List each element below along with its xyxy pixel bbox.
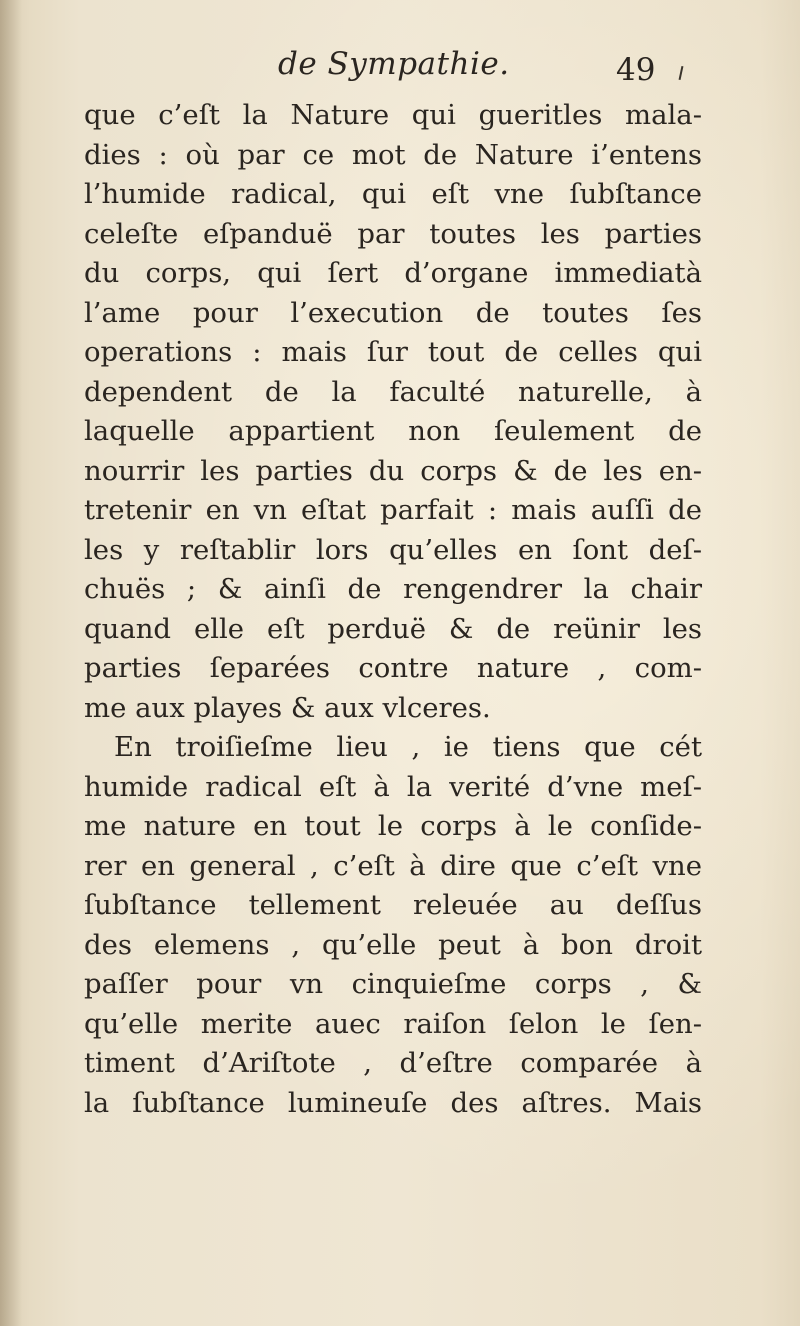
text-line: les y reſtablir lors qu’elles en ſont deſ-: [84, 533, 702, 566]
text-line: quand elle eſt perduë & de reünir les: [84, 612, 702, 645]
text-line: des elemens , qu’elle peut à bon droit: [84, 928, 702, 961]
text-line: l’humide radical, qui eſt vne ſubſtance: [84, 178, 702, 210]
binding-shadow: [0, 0, 22, 1326]
text-line: que c’eſt la Nature qui gueritles mala-: [84, 99, 702, 131]
corner-ink-mark: [679, 66, 684, 80]
text-line: tretenir en vn eſtat parfait : mais auſſi de: [84, 494, 702, 526]
text-line: parties ſeparées contre nature , com-: [84, 652, 702, 684]
body-text: [84, 96, 714, 1123]
page-number: 49: [616, 52, 656, 88]
text-line: operations : mais ſur tout de celles qui: [84, 336, 702, 368]
text-line-paragraph-start: En troiſieſme lieu , ie tiens que cét: [114, 731, 702, 763]
text-line: dependent de la faculté naturelle, à: [84, 375, 702, 408]
text-line: timent d’Ariſtote , d’eſtre comparée à: [84, 1047, 702, 1079]
text-line: la ſubſtance lumineuſe des aſtres. Mais: [84, 1086, 702, 1119]
text-line: ſubſtance tellement releuée au deſſus: [84, 889, 702, 921]
running-head-title: de Sympathie.: [278, 46, 510, 82]
text-line: celeſte eſpanduë par toutes les parties: [84, 217, 702, 250]
text-line: paſſer pour vn cinquieſme corps , &: [84, 968, 702, 1000]
text-line: rer en general , c’eſt à dire que c’eſt vne: [84, 849, 702, 882]
text-line: me nature en tout le corps à le conſide-: [84, 810, 702, 842]
text-line: dies : où par ce mot de Nature i’entens: [84, 138, 702, 171]
running-head: [0, 44, 800, 94]
text-line: du corps, qui ſert d’organe immediatà: [84, 257, 702, 289]
text-line: qu’elle merite auec raiſon ſelon le ſen-: [84, 1007, 702, 1040]
text-line: chuës ; & ainſi de rengendrer la chair: [84, 573, 702, 605]
text-line: nourrir les parties du corps & de les en-: [84, 454, 702, 487]
text-line: laquelle appartient non ſeulement de: [84, 415, 702, 447]
text-line: l’ame pour l’execution de toutes ſes: [84, 296, 702, 329]
text-line-paragraph-end: me aux playes & aux vlceres.: [84, 691, 491, 724]
text-line: humide radical eſt à la verité d’vne meſ-: [84, 770, 702, 803]
